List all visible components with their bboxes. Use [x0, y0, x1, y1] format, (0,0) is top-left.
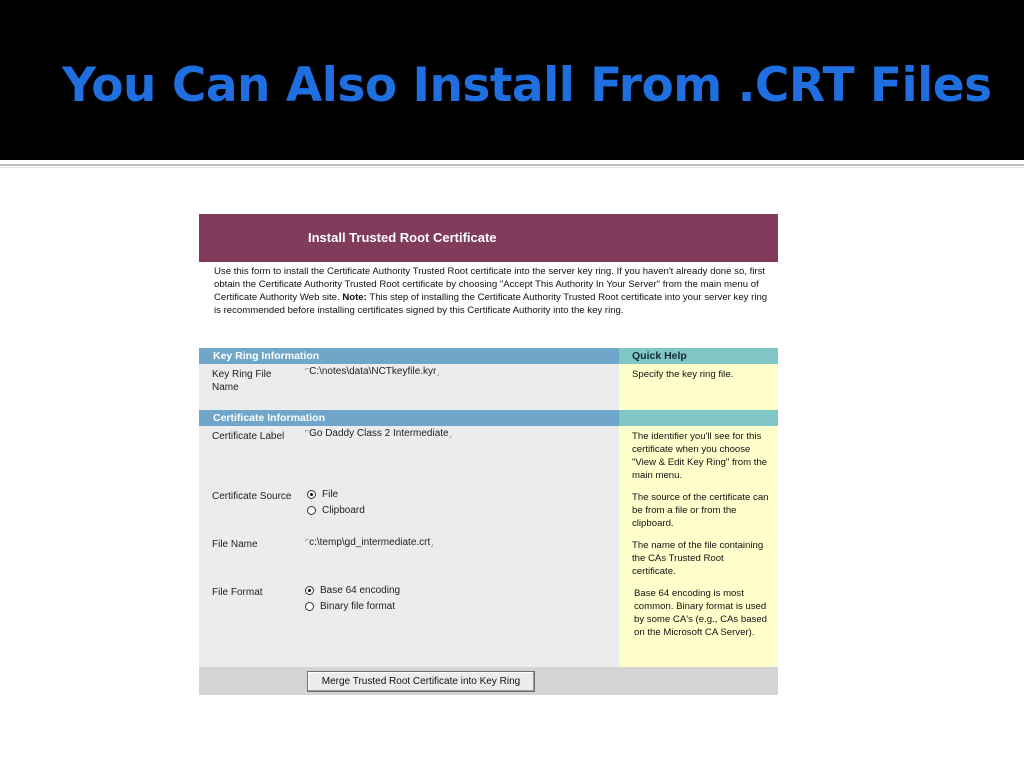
file-name-label: File Name [212, 539, 258, 550]
format-base64-label: Base 64 encoding [320, 585, 401, 596]
field-end-icon: ⌟ [448, 432, 452, 439]
format-binary-label: Binary file format [320, 601, 396, 612]
file-format-help: Base 64 encoding is most common. Binary format is used by some CA's (e.g., CAs based on the Microsoft CA Server). [634, 588, 768, 638]
certificate-label-help: The identifier you'll see for this certificate when you choose "View & Edit Key Ring" from the main menu. [632, 431, 768, 481]
quick-help-panel-certificate [619, 426, 778, 667]
field-end-icon: ⌟ [430, 541, 434, 548]
key-ring-file-label: Key Ring File Name [212, 369, 272, 393]
field-corner-icon: ⌐ [305, 366, 310, 373]
certificate-label-label: Certificate Label [212, 431, 285, 442]
key-ring-section-header [199, 348, 619, 364]
source-clipboard-label: Clipboard [322, 505, 365, 516]
form-intro [199, 262, 778, 348]
quick-help-title: Quick Help [632, 350, 687, 362]
form-title: Install Trusted Root Certificate [308, 230, 497, 245]
format-base64-radio[interactable] [305, 585, 400, 596]
quick-help-panel-keyring [619, 364, 778, 410]
form-footer [199, 667, 778, 695]
certificate-section-title: Certificate Information [213, 412, 326, 424]
quick-help-header-spacer [619, 410, 778, 426]
radio-unselected-icon [307, 506, 316, 515]
title-divider-light [0, 167, 1024, 168]
file-name-value: c:\temp\gd_intermediate.crt [309, 537, 431, 548]
source-clipboard-radio[interactable] [307, 505, 365, 516]
certificate-source-help: The source of the certificate can be from a file or from the clipboard. [632, 492, 769, 529]
merge-certificate-button[interactable]: Merge Trusted Root Certificate into Key Ring [307, 671, 535, 692]
certificate-section-header [199, 410, 619, 426]
file-name-help: The name of the file containing the CAs Trusted Root certificate. [632, 540, 764, 577]
intro-part1: Use this form to install the Certificate Authority Trusted Root certificate into the server key ring. If you haven't already done so, first obtain the Certificate Authority Trusted Root certificate by choosing "Accept This Authority In Your Server" from the main menu of Certificate Authority Web site. [214, 266, 766, 303]
install-certificate-form [199, 214, 778, 695]
certificate-label-value: Go Daddy Class 2 Intermediate [309, 428, 449, 439]
slide-title: You Can Also Install From .CRT Files [62, 58, 992, 113]
source-file-label: File [322, 489, 339, 500]
intro-note-label: Note: [342, 292, 367, 303]
form-header [199, 214, 778, 262]
key-ring-section-title: Key Ring Information [213, 350, 320, 362]
field-end-icon: ⌟ [436, 370, 440, 377]
key-ring-help: Specify the key ring file. [632, 369, 734, 380]
field-corner-icon: ⌐ [305, 428, 310, 435]
file-name-input[interactable] [305, 537, 434, 548]
quick-help-header [619, 348, 778, 364]
radio-unselected-icon [305, 602, 314, 611]
intro-text [214, 265, 769, 317]
format-binary-radio[interactable] [305, 601, 395, 612]
key-ring-file-input[interactable] [305, 366, 440, 377]
certificate-source-label: Certificate Source [212, 491, 292, 502]
radio-selected-icon [307, 490, 316, 499]
file-format-label: File Format [212, 587, 263, 598]
intro-part2: This step of installing the Certificate Authority Trusted Root certificate into your server key ring is recommended before installing certificates signed by this Certificate Authority into the key ring. [214, 292, 768, 316]
title-divider [0, 164, 1024, 166]
certificate-label-input[interactable] [305, 428, 452, 439]
key-ring-file-value: C:\notes\data\NCTkeyfile.kyr [309, 366, 437, 377]
source-file-radio[interactable] [307, 489, 338, 500]
radio-selected-icon [305, 586, 314, 595]
field-corner-icon: ⌐ [305, 537, 310, 544]
